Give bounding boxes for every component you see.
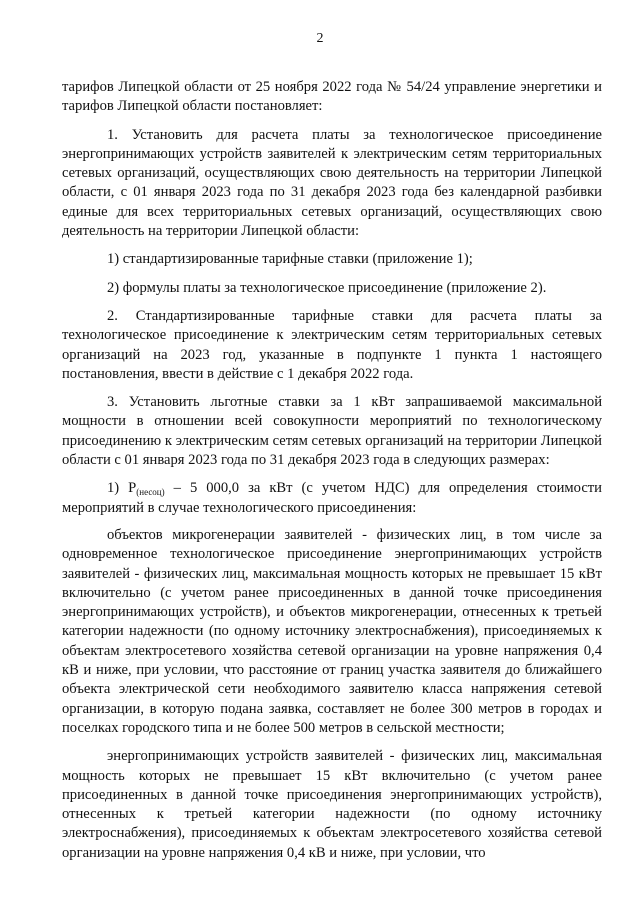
rate-subscript: (несоц) (136, 487, 165, 498)
paragraph-item-3: 3. Установить льготные ставки за 1 кВт запрашиваемой максимальной мощности в отношении всей совокупности мероприятий по технологическому присоединению к электрическим сетям сетевых организаций на территории Липецкой области с 01 января 2023 года по 31 декабря 2023 года в следующих размерах: (62, 394, 602, 469)
rate-symbol: 1) Р (107, 480, 137, 497)
paragraph-subitem-2: 2) формулы платы за технологическое присоединение (приложение 2). (107, 279, 547, 296)
paragraph-subitem-1: 1) стандартизированные тарифные ставки (приложение 1); (107, 251, 473, 268)
paragraph-energy-devices: энергопринимающих устройств заявителей - физических лиц, максимальная мощность которых не превышает 15 кВт включительно (с учетом ранее присоединенных в данной точке присоединения энергопринимающих устройств), отнесенных к третьей категории надежности (по одному источнику электроснабжения), присоединяемых к объектам электросетевого хозяйства сетевой организации на уровне напряжения 0,4 кВ и ниже, при условии, что (62, 748, 602, 861)
paragraph-microgeneration: объектов микрогенерации заявителей - физических лиц, в том числе за одновременное технологическое присоединение энергопринимающих устройств заявителей - физических лиц, максимальная мощность которых не превышает 15 кВт включительно (с учетом ранее присоединенных в данной точке присоединения энергопринимающих устройств), и объектов микрогенерации, отнесенных к третьей категории надежности (по одному источнику электроснабжения), присоединяемых к объектам электросетевого хозяйства сетевой организации на уровне напряжения 0,4 кВ и ниже, при условии, что расстояние от границ участка заявителя до ближайшего объекта электрической сети необходимого заявителю класса напряжения сетевой организации, в которую подана заявка, составляет не более 300 метров в городах и поселках городского типа и не более 500 метров в сельской местности; (62, 526, 602, 736)
rate-text: – 5 000,0 за кВт (с учетом НДС) для определения стоимости мероприятий в случае технологического присоединения: (62, 480, 602, 516)
paragraph-item-1: 1. Установить для расчета платы за технологическое присоединение энергопринимающих устройств заявителей к электрическим сетям территориальных сетевых организаций, осуществляющих свою деятельность на территории Липецкой области, с 01 января 2023 года по 31 декабря 2023 года без календарной разбивки единые для всех территориальных сетевых организаций, осуществляющих свою деятельность на территории Липецкой области: (62, 126, 602, 240)
document-body (62, 78, 602, 863)
paragraph-rate-1 (62, 479, 602, 518)
paragraph-item-2: 2. Стандартизированные тарифные ставки для расчета платы за технологическое присоединение к электрическим сетям территориальных сетевых организаций на 2023 год, указанные в подпункте 1 пункта 1 настоящего постановления, ввести в действие с 1 декабря 2022 года. (62, 307, 602, 382)
page-number: 2 (316, 31, 324, 46)
paragraph-intro: тарифов Липецкой области от 25 ноября 2022 года № 54/24 управление энергетики и тарифов Липецкой области постановляет: (62, 79, 602, 115)
